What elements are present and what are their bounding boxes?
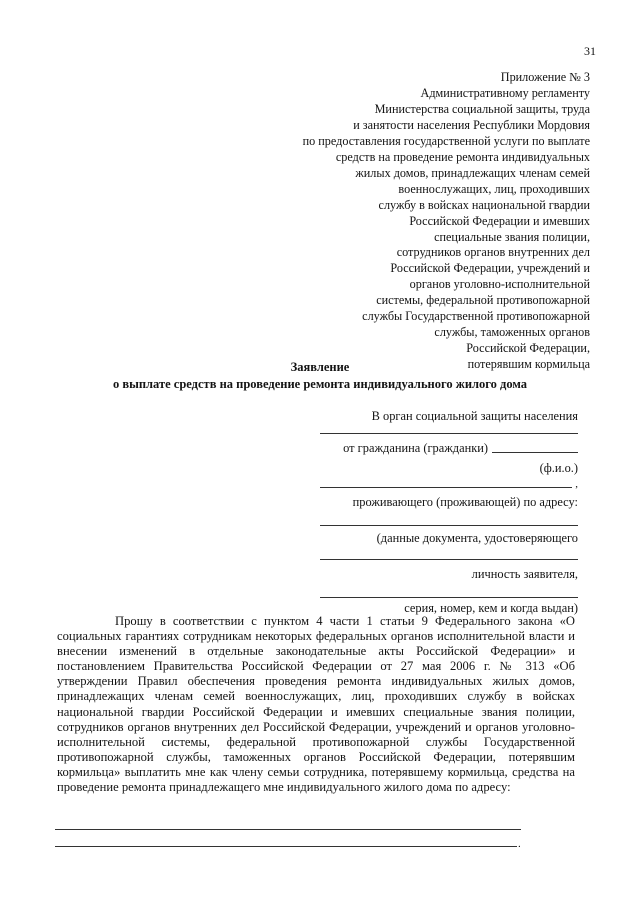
appendix-line: службу в войсках национальной гвардии — [378, 197, 590, 212]
closing-dot: . — [518, 838, 521, 850]
appendix-line: Российской Федерации, — [466, 341, 590, 356]
appendix-line: средств на проведение ремонта индивидуальных — [335, 149, 590, 164]
appendix-line: системы, федеральной противопожарной — [376, 293, 590, 308]
appendix-line: военнослужащих, лиц, проходивших — [398, 181, 590, 196]
from-citizen-row — [320, 440, 578, 456]
appendix-line: Российской Федерации, учреждений и — [390, 261, 590, 276]
appendix-line: службы, таможенных органов — [434, 325, 590, 340]
from-citizen-label: от гражданина (гражданки) — [343, 441, 488, 455]
appendix-line: потерявшим кормильца — [467, 357, 590, 372]
appendix-line: Министерства социальной защиты, труда — [374, 101, 590, 116]
residing-label: проживающего (проживающей) по адресу: — [352, 495, 578, 509]
document-fill-line[interactable] — [320, 550, 578, 560]
appendix-header — [260, 70, 590, 373]
appendix-line: сотрудников органов внутренних дел — [396, 245, 590, 260]
appendix-line: службы Государственной противопожарной — [362, 309, 590, 324]
house-address-fill-line-2[interactable] — [55, 846, 517, 847]
house-address-fill-line-1[interactable] — [55, 829, 521, 830]
appendix-line: органов уголовно-исполнительной — [409, 277, 590, 292]
fio-fill-line[interactable] — [320, 478, 578, 488]
to-authority-label: В орган социальной защиты населения — [371, 409, 578, 423]
authority-fill-line[interactable] — [320, 424, 578, 434]
series-hint: серия, номер, кем и когда выдан) — [404, 601, 578, 615]
document-data-hint: (данные документа, удостоверяющего — [376, 531, 578, 545]
document-title-block — [0, 360, 640, 392]
document-subtitle: о выплате средств на проведение ремонта индивидуального жилого дома — [112, 377, 528, 391]
addressee-block — [320, 408, 578, 616]
document-title: Заявление — [290, 360, 350, 374]
identity-hint: личность заявителя, — [471, 567, 578, 581]
appendix-line: Российской Федерации и имевших — [409, 213, 590, 228]
identity-fill-line[interactable] — [320, 588, 578, 598]
appendix-line: жилых домов, принадлежащих членам семей — [355, 165, 590, 180]
appendix-line: Административному регламенту — [420, 85, 590, 100]
appendix-line: по предоставления государственной услуги по выплате — [302, 133, 590, 148]
address-fill-line[interactable] — [320, 516, 578, 526]
appendix-line: специальные звания полиции, — [434, 229, 590, 244]
application-body — [57, 614, 575, 795]
fio-hint: (ф.и.о.) — [539, 461, 578, 475]
fio-comma: , — [575, 478, 578, 490]
appendix-line: и занятости населения Республики Мордовия — [353, 117, 590, 132]
body-paragraph: Прошу в соответствии с пунктом 4 части 1 статьи 9 Федерального закона «О социальных гарантиях сотрудникам некоторых федеральных органов исполнительной власти и внесении изменений в отдельные законодательные акты Российской Федерации» и постановлением Правительства Российской Федерации от 27 мая 2006 г. № 313 «Об утверждении Правил обеспечения проведения ремонта индивидуальных жилых домов, принадлежащих членам семей военнослужащих, лиц, проходивших службу в войсках национальной гвардии Российской Федерации и имевших специальные звания полиции, сотрудников органов внутренних дел Российской Федерации, учреждений и органов уголовно-исполнительной системы, федеральной противопожарной службы Государственной противопожарной службы, таможенных органов Российской Федерации, потерявшим кормильца» выплатить мне как члену семьи сотрудника, потерявшему кормильца, средства на проведение ремонта принадлежащего мне индивидуального жилого дома по адресу: — [57, 614, 575, 795]
citizen-name-fill-line[interactable] — [492, 452, 578, 453]
page-number: 31 — [584, 44, 596, 58]
appendix-line: Приложение № 3 — [500, 70, 590, 84]
